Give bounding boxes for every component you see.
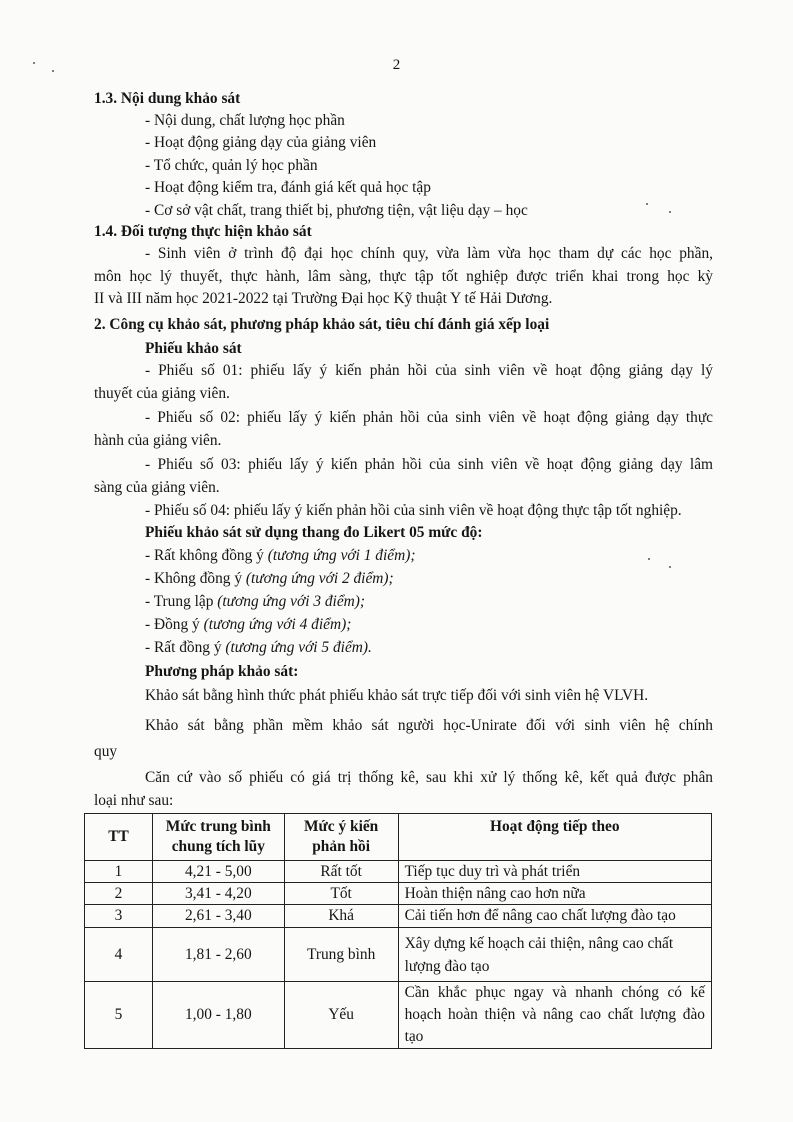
table-row xyxy=(85,861,712,883)
cell-level: Trung bình xyxy=(284,928,398,982)
table-row xyxy=(85,982,712,1049)
scan-speck xyxy=(669,211,671,213)
paragraph-line: - Phiếu số 04: phiếu lấy ý kiến phản hồi của sinh viên về hoạt động thực tập tốt nghiệp. xyxy=(145,502,682,519)
classification-table xyxy=(84,813,712,1049)
paragraph-line: quy xyxy=(94,743,118,760)
list-item: - Nội dung, chất lượng học phần xyxy=(145,112,345,129)
cell-range: 3,41 - 4,20 xyxy=(152,883,284,905)
table-row xyxy=(85,905,712,928)
header-level: Mức ý kiến phản hồi xyxy=(284,814,398,861)
cell-action: Cải tiến hơn để nâng cao chất lượng đào tạo xyxy=(398,905,711,928)
section-heading: 1.3. Nội dung khảo sát xyxy=(94,90,241,107)
paragraph-line: Căn cứ vào số phiếu có giá trị thống kê, sau khi xử lý thống kê, kết quả được phân xyxy=(145,769,713,786)
cell-range: 1,81 - 2,60 xyxy=(152,928,284,982)
paragraph-line: - Phiếu số 03: phiếu lấy ý kiến phản hồi của sinh viên về hoạt động giảng dạy lâm xyxy=(145,456,713,473)
header-average: Mức trung bình chung tích lũy xyxy=(152,814,284,861)
table-row xyxy=(85,883,712,905)
paragraph-line: - Sinh viên ở trình độ đại học chính quy, vừa làm vừa học tham dự các học phần, xyxy=(145,245,713,262)
paragraph-line: II và III năm học 2021-2022 tại Trường Đại học Kỹ thuật Y tế Hải Dương. xyxy=(94,290,553,307)
paragraph-line: Khảo sát bằng phần mềm khảo sát người học-Unirate đối với sinh viên hệ chính xyxy=(145,717,713,734)
cell-tt: 4 xyxy=(85,928,153,982)
scan-speck xyxy=(648,558,650,560)
list-item: - Cơ sở vật chất, trang thiết bị, phương tiện, vật liệu dạy – học xyxy=(145,202,528,219)
likert-item: - Không đồng ý (tương ứng với 2 điểm); xyxy=(145,570,394,587)
paragraph-line: - Phiếu số 01: phiếu lấy ý kiến phản hồi của sinh viên về hoạt động giảng dạy lý xyxy=(145,362,713,379)
list-item: - Hoạt động kiểm tra, đánh giá kết quả học tập xyxy=(145,179,431,196)
cell-range: 4,21 - 5,00 xyxy=(152,861,284,883)
cell-level: Yếu xyxy=(284,982,398,1049)
subsection-heading: Phương pháp khảo sát: xyxy=(145,663,299,680)
header-action: Hoạt động tiếp theo xyxy=(398,814,711,861)
section-heading: 2. Công cụ khảo sát, phương pháp khảo sát, tiêu chí đánh giá xếp loại xyxy=(94,316,550,333)
cell-level: Tốt xyxy=(284,883,398,905)
cell-action: Tiếp tục duy trì và phát triển xyxy=(398,861,711,883)
scan-speck xyxy=(52,70,54,72)
paragraph-line: môn học lý thuyết, thực hành, lâm sàng, thực tập tốt nghiệp được triển khai trong học kỳ xyxy=(94,268,713,285)
likert-item: - Trung lập (tương ứng với 3 điểm); xyxy=(145,593,366,610)
scan-speck xyxy=(669,566,671,568)
cell-action: Xây dựng kế hoạch cải thiện, nâng cao chất lượng đào tạo xyxy=(398,928,711,982)
paragraph-line: sàng của giảng viên. xyxy=(94,479,220,496)
paragraph-line: hành của giảng viên. xyxy=(94,432,222,449)
table-header-row xyxy=(85,814,712,861)
cell-tt: 2 xyxy=(85,883,153,905)
table-row xyxy=(85,928,712,982)
cell-range: 2,61 - 3,40 xyxy=(152,905,284,928)
likert-item: - Đồng ý (tương ứng với 4 điểm); xyxy=(145,616,352,633)
likert-item: - Rất đồng ý (tương ứng với 5 điểm). xyxy=(145,639,372,656)
list-item: - Tổ chức, quản lý học phần xyxy=(145,157,318,174)
paragraph-line: loại như sau: xyxy=(94,792,174,809)
paragraph-line: - Phiếu số 02: phiếu lấy ý kiến phản hồi của sinh viên về hoạt động giảng dạy thực xyxy=(145,409,713,426)
cell-range: 1,00 - 1,80 xyxy=(152,982,284,1049)
paragraph-line: thuyết của giảng viên. xyxy=(94,385,230,402)
cell-level: Khá xyxy=(284,905,398,928)
cell-action: Cần khắc phục ngay và nhanh chóng có kế hoạch hoàn thiện và nâng cao chất lượng đào tạo xyxy=(398,982,711,1049)
list-item: - Hoạt động giảng dạy của giảng viên xyxy=(145,134,377,151)
subsection-heading: Phiếu khảo sát xyxy=(145,340,242,357)
header-tt: TT xyxy=(85,814,153,861)
cell-level: Rất tốt xyxy=(284,861,398,883)
cell-action: Hoàn thiện nâng cao hơn nữa xyxy=(398,883,711,905)
cell-tt: 3 xyxy=(85,905,153,928)
cell-tt: 1 xyxy=(85,861,153,883)
page-number: 2 xyxy=(392,57,401,73)
subsection-heading: Phiếu khảo sát sử dụng thang đo Likert 05 mức độ: xyxy=(145,524,483,541)
cell-tt: 5 xyxy=(85,982,153,1049)
paragraph-line: Khảo sát bằng hình thức phát phiếu khảo sát trực tiếp đối với sinh viên hệ VLVH. xyxy=(145,687,649,704)
scan-speck xyxy=(33,62,35,64)
section-heading: 1.4. Đối tượng thực hiện khảo sát xyxy=(94,223,312,240)
scan-speck xyxy=(646,203,648,205)
likert-item: - Rất không đồng ý (tương ứng với 1 điểm); xyxy=(145,547,416,564)
